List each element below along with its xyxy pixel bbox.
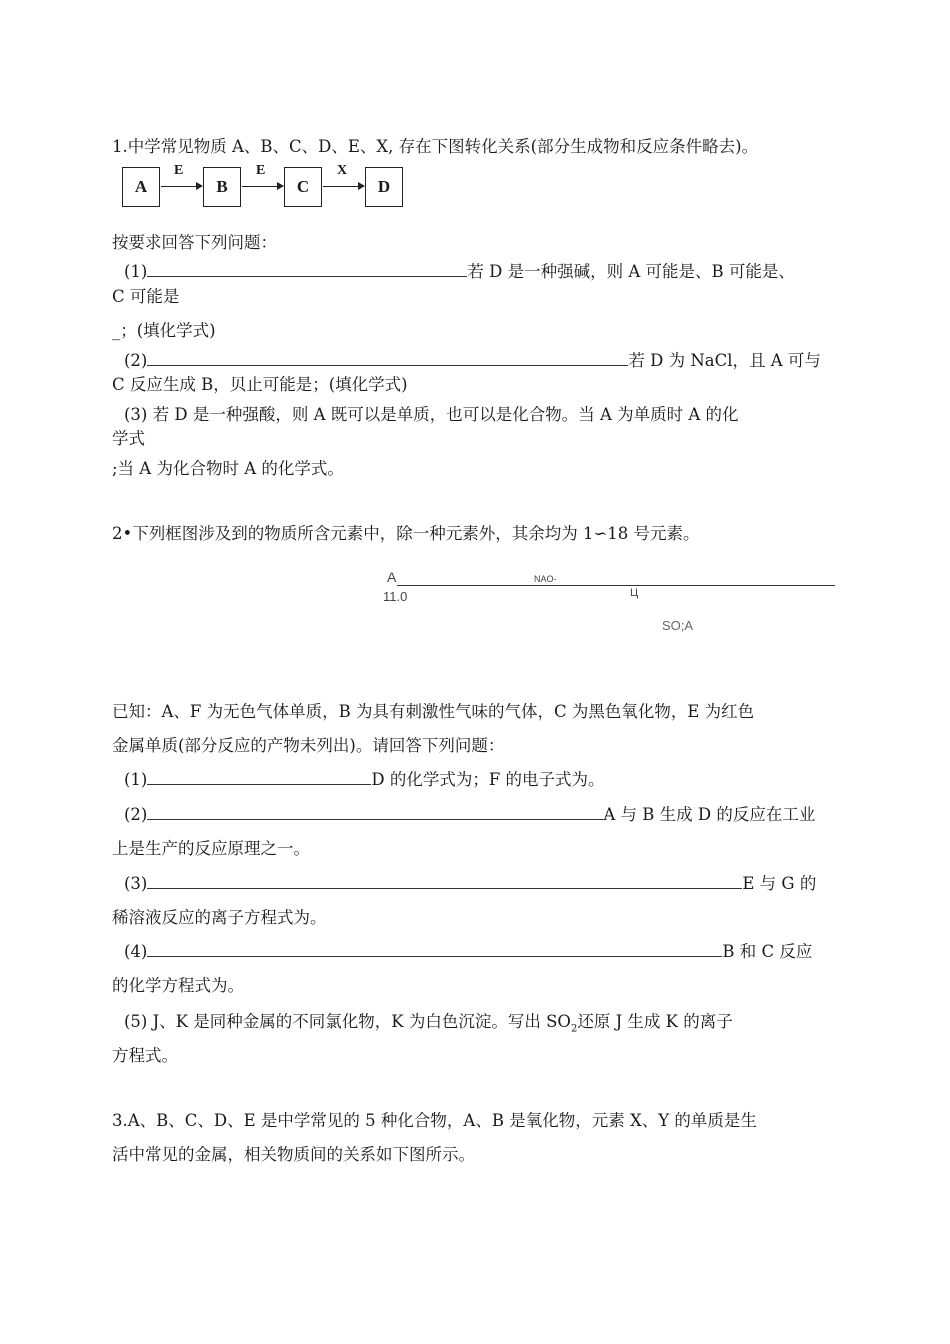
q1-part3-cont: 学式 <box>112 429 145 448</box>
q1-part1-text: 若 D 是一种强碱，则 A 可能是、B 可能是、 <box>467 262 795 281</box>
q2-part4 <box>124 938 812 962</box>
flow-box-b: B <box>203 167 241 207</box>
q2-part3 <box>124 870 816 894</box>
q2-part3-text: E 与 G 的 <box>742 874 817 893</box>
q1-part2-blank[interactable] <box>147 351 628 366</box>
q2-part5-text-end: 还原 J 生成 K 的离子 <box>577 1012 733 1031</box>
q1-part1-cont: C 可能是 <box>112 287 180 306</box>
q2-diagram-label-mark: Ц <box>630 587 639 599</box>
q1-part2 <box>124 347 821 371</box>
q2-part5-cont: 方程式。 <box>112 1046 178 1065</box>
q2-part2-blank[interactable] <box>147 805 603 820</box>
q1-part1-blank[interactable] <box>147 262 467 277</box>
q2-known-cont: 金属单质(部分反应的产物未列出)。请回答下列问题： <box>112 736 505 755</box>
q2-diagram-label-a: A <box>387 569 397 585</box>
q2-part5-subscript: 2 <box>570 1023 578 1035</box>
q2-part1-blank[interactable] <box>147 770 371 785</box>
flow-box-d: D <box>365 167 403 207</box>
q2-diagram-line <box>397 585 835 586</box>
flow-box-a: A <box>122 167 160 207</box>
q2-diagram-label-num: 11.0 <box>383 589 408 604</box>
q2-part2-text: A 与 B 生成 D 的反应在工业 <box>603 805 816 824</box>
q2-part3-number: (3) <box>124 874 148 893</box>
flow-box-c: C <box>284 167 322 207</box>
q2-part1-number: (1) <box>124 770 148 789</box>
q1-part2-number: (2) <box>124 351 148 370</box>
q2-part4-cont: 的化学方程式为。 <box>112 976 244 995</box>
q2-diagram-label-so: SO;A <box>662 618 694 633</box>
q2-intro: 2•下列框图涉及到的物质所含元素中，除一种元素外，其余均为 1∽18 号元素。 <box>112 524 700 543</box>
q2-diagram-label-naoh: NAO- <box>534 574 557 584</box>
q2-part5 <box>124 1008 733 1034</box>
flow-arrow-label-2: E <box>256 163 266 178</box>
q1-part3: (3) 若 D 是一种强酸，则 A 既可以是单质，也可以是化合物。当 A 为单质时 A 的化 <box>124 405 739 424</box>
q2-part5-text: (5) J、K 是同种金属的不同氯化物，K 为白色沉淀。写出 SO <box>124 1012 571 1031</box>
flow-arrow-label-3: X <box>337 163 348 178</box>
q2-part1 <box>124 766 605 790</box>
flow-arrow-3 <box>323 186 363 187</box>
q2-part1-text: D 的化学式为；F 的电子式为。 <box>371 770 605 789</box>
q2-part2-cont: 上是生产的反应原理之一。 <box>112 839 310 858</box>
q2-part2-number: (2) <box>124 805 148 824</box>
flow-arrow-1 <box>161 186 201 187</box>
q2-part3-cont: 稀溶液反应的离子方程式为。 <box>112 908 327 927</box>
q2-part4-blank[interactable] <box>147 942 722 957</box>
q1-part1 <box>124 258 795 282</box>
q3-intro: 3.A、B、C、D、E 是中学常见的 5 种化合物，A、B 是氧化物，元素 X、Y 的单质是生 <box>112 1111 757 1130</box>
q1-part1-cont2: _；(填化学式) <box>112 321 216 340</box>
q1-part2-cont: C 反应生成 B，贝止可能是；(填化学式) <box>112 375 408 394</box>
q3-intro-cont: 活中常见的金属，相关物质间的关系如下图所示。 <box>112 1145 475 1164</box>
flow-arrow-2 <box>242 186 282 187</box>
q2-known: 已知：A、F 为无色气体单质，B 为具有刺激性气味的气体，C 为黑色氧化物，E 为红色 <box>112 702 755 721</box>
q1-part2-text: 若 D 为 NaCl，且 A 可与 <box>628 351 821 370</box>
q1-part3-cont2: ;当 A 为化合物时 A 的化学式。 <box>112 459 344 478</box>
q2-part2 <box>124 801 815 825</box>
q2-part4-number: (4) <box>124 942 148 961</box>
q2-part4-text: B 和 C 反应 <box>722 942 813 961</box>
flow-arrow-label-1: E <box>174 163 184 178</box>
q1-part1-number: (1) <box>124 262 148 281</box>
q1-intro: 1.中学常见物质 A、B、C、D、E、X, 存在下图转化关系(部分生成物和反应条件略去)。 <box>112 137 759 156</box>
q1-prompt: 按要求回答下列问题： <box>112 233 277 252</box>
q2-part3-blank[interactable] <box>147 874 742 889</box>
